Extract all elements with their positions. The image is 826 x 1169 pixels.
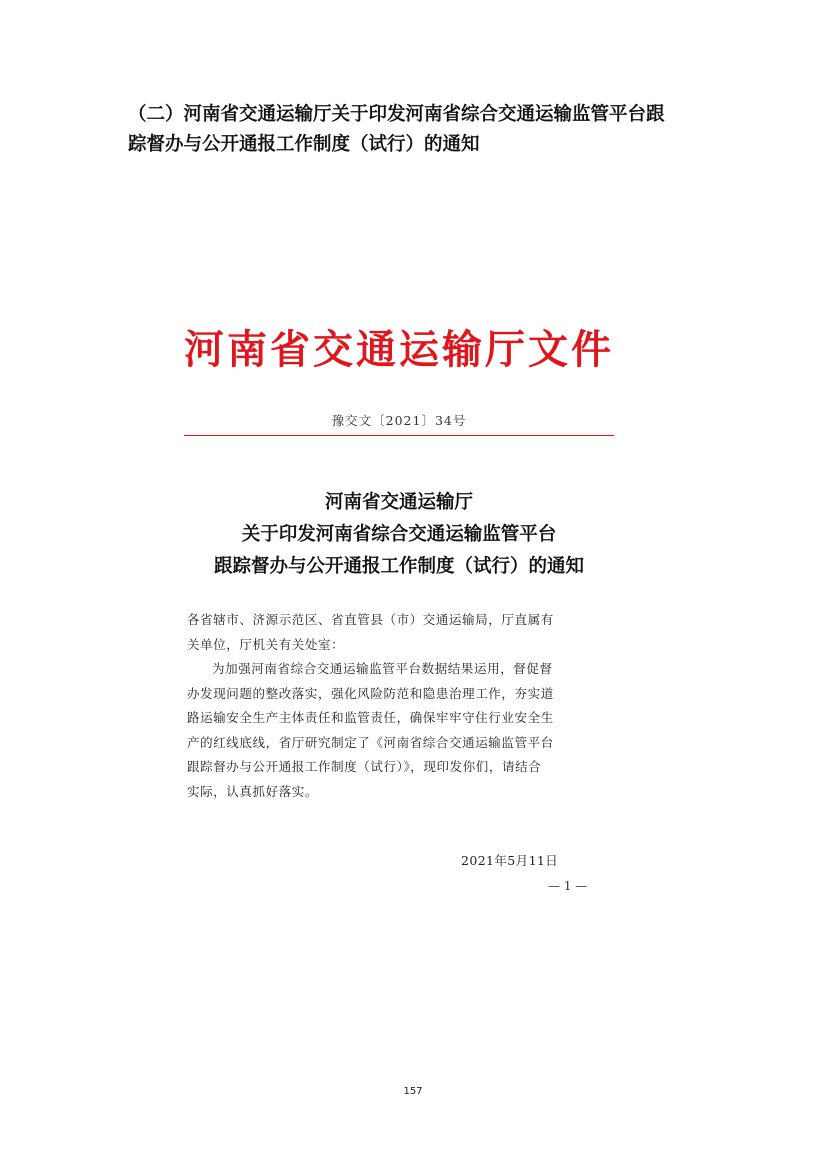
section-heading-line: （二）河南省交通运输厅关于印发河南省综合交通运输监管平台跟: [128, 104, 665, 125]
section-heading-line: 踪督办与公开通报工作制度（试行）的通知: [128, 134, 480, 155]
body-paragraph-line: 为加强河南省综合交通运输监管平台数据结果运用，督促督: [212, 661, 553, 676]
addressee-line: 各省辖市、济源示范区、省直管县（市）交通运输局，厅直属有: [187, 612, 554, 627]
document-masthead: 河南省交通运输厅文件: [184, 326, 614, 373]
body-paragraph-line: 产的红线底线，省厅研究制定了《河南省综合交通运输监管平台: [187, 734, 554, 750]
page-number: 157: [403, 1086, 423, 1097]
document-body: [187, 608, 627, 804]
inner-page-number: — 1 —: [548, 879, 588, 893]
body-paragraph-line: 跟踪督办与公开通报工作制度（试行）》，现印发你们，请结合: [187, 759, 542, 774]
document-title-line: 关于印发河南省综合交通运输监管平台: [241, 524, 557, 545]
body-paragraph-line: 办发现问题的整改落实，强化风险防范和隐患治理工作，夯实道: [187, 685, 554, 701]
red-divider-rule: [184, 435, 614, 436]
addressee-line: 关单位，厅机关有关处室：: [187, 636, 345, 652]
section-heading: [128, 100, 708, 160]
signoff-date: 2021年5月11日: [461, 853, 559, 868]
document-number: 豫交文〔2021〕34号: [331, 413, 467, 428]
body-paragraph-line: 路运输安全生产主体责任和监管责任，确保牢牢守住行业安全生: [187, 710, 554, 725]
document-title-line: 跟踪督办与公开通报工作制度（试行）的通知: [213, 556, 584, 577]
document-title-line: 河南省交通运输厅: [324, 492, 473, 513]
document-title: [184, 487, 614, 583]
body-paragraph-line: 实际，认真抓好落实。: [187, 783, 319, 799]
